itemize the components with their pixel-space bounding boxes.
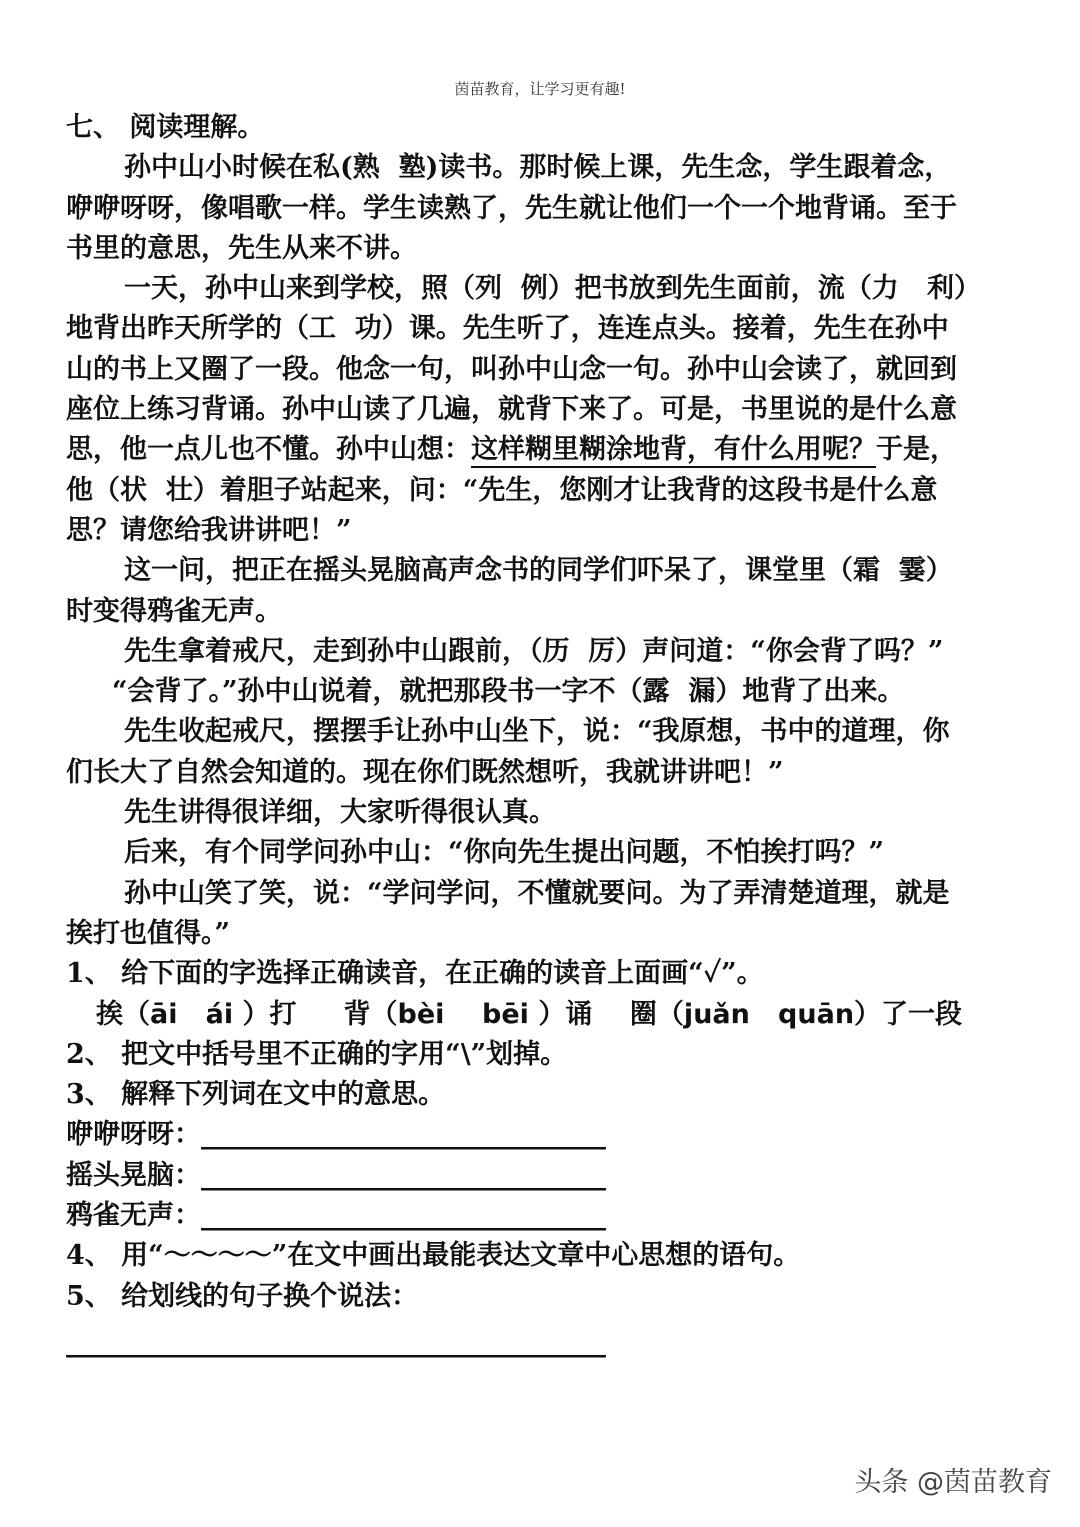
question-1-pinyin-options[interactable]: 挨（āi ái ）打 背（bèi bēi ）诵 圈（juǎn quān）了一段 [96,998,963,1030]
paragraph-line: 他（状 壮）着胆子站起来，问：“先生，您刚才让我背的这段书是什么意 [66,474,938,506]
paragraph-line: 咿咿呀呀，像唱歌一样。学生读熟了，先生就让他们一个一个地背诵。至于 [66,192,957,224]
paragraph-line: 地背出昨天所学的（工 功）课。先生听了，连连点头。接着，先生在孙中 [66,313,949,345]
paragraph-line [66,430,1026,470]
answer-line-yiyiyaya[interactable]: 咿咿呀呀：______________________________ [66,1119,606,1151]
question-4: 4、 用“～～～～”在文中画出最能表达文章中心思想的语句。 [66,1240,801,1272]
paragraph-line: 孙中山小时候在私(熟 塾)读书。那时候上课，先生念，学生跟着念， [124,152,952,184]
paragraph-line: 时变得鸦雀无声。 [66,595,282,627]
text-span: 思，他一点儿也不懂。孙中山想： [66,434,471,466]
paragraph-line: 一天，孙中山来到学校，照（列 例）把书放到先生面前，流（力 利） [124,273,981,305]
paragraph-line: 山的书上又圈了一段。他念一句，叫孙中山念一句。孙中山会读了，就回到 [66,353,957,385]
reading-passage [66,108,1026,1363]
answer-line-q5[interactable]: ________________________________________ [66,1326,606,1358]
paragraph-line: 书里的意思，先生从来不讲。 [66,232,417,264]
paragraph-line: 后来，有个同学问孙中山：“你向先生提出问题，不怕挨打吗？” [124,837,885,869]
question-1: 1、 给下面的字选择正确读音，在正确的读音上面画“✓”。 [66,958,764,990]
paragraph-line: 先生拿着戒尺，走到孙中山跟前，（历 厉）声问道：“你会背了吗？” [124,635,944,667]
paragraph-line: 们长大了自然会知道的。现在你们既然想听，我就讲讲吧！” [66,756,784,788]
question-3: 3、 解释下列词在文中的意思。 [66,1079,446,1111]
underlined-sentence: 这样糊里糊涂地背，有什么用呢？ [471,434,876,466]
paragraph-line: “会背了。”孙中山说着，就把那段书一字不（露 漏）地背了出来。 [112,676,905,708]
answer-line-yaotouhuangnao[interactable]: 摇头晃脑：______________________________ [66,1159,606,1191]
section-title: 七、 阅读理解。 [66,112,265,143]
answer-line-yaquewusheng[interactable]: 鸦雀无声：______________________________ [66,1200,606,1232]
paragraph-line: 挨打也值得。” [66,917,231,949]
paragraph-line: 先生讲得很详细，大家听得很认真。 [124,797,556,829]
paragraph-line: 座位上练习背诵。孙中山读了几遍，就背下来了。可是，书里说的是什么意 [66,394,957,426]
page-header: 茵苗教育，让学习更有趣! [454,80,626,98]
watermark: 头条 @茵苗教育 [854,1467,1052,1498]
paragraph-line: 这一问，把正在摇头晃脑高声念书的同学们吓呆了，课堂里（霜 霎） [124,555,953,587]
paragraph-line: 孙中山笑了笑，说：“学问学问，不懂就要问。为了弄清楚道理，就是 [124,877,950,909]
question-5: 5、 给划线的句子换个说法： [66,1280,419,1312]
paragraph-line: 先生收起戒尺，摆摆手让孙中山坐下，说：“我原想，书中的道理，你 [124,716,950,748]
text-span: 于是， [876,434,957,466]
paragraph-line: 思？请您给我讲讲吧！” [66,514,352,546]
question-2: 2、 把文中括号里不正确的字用“\”划掉。 [66,1038,568,1070]
